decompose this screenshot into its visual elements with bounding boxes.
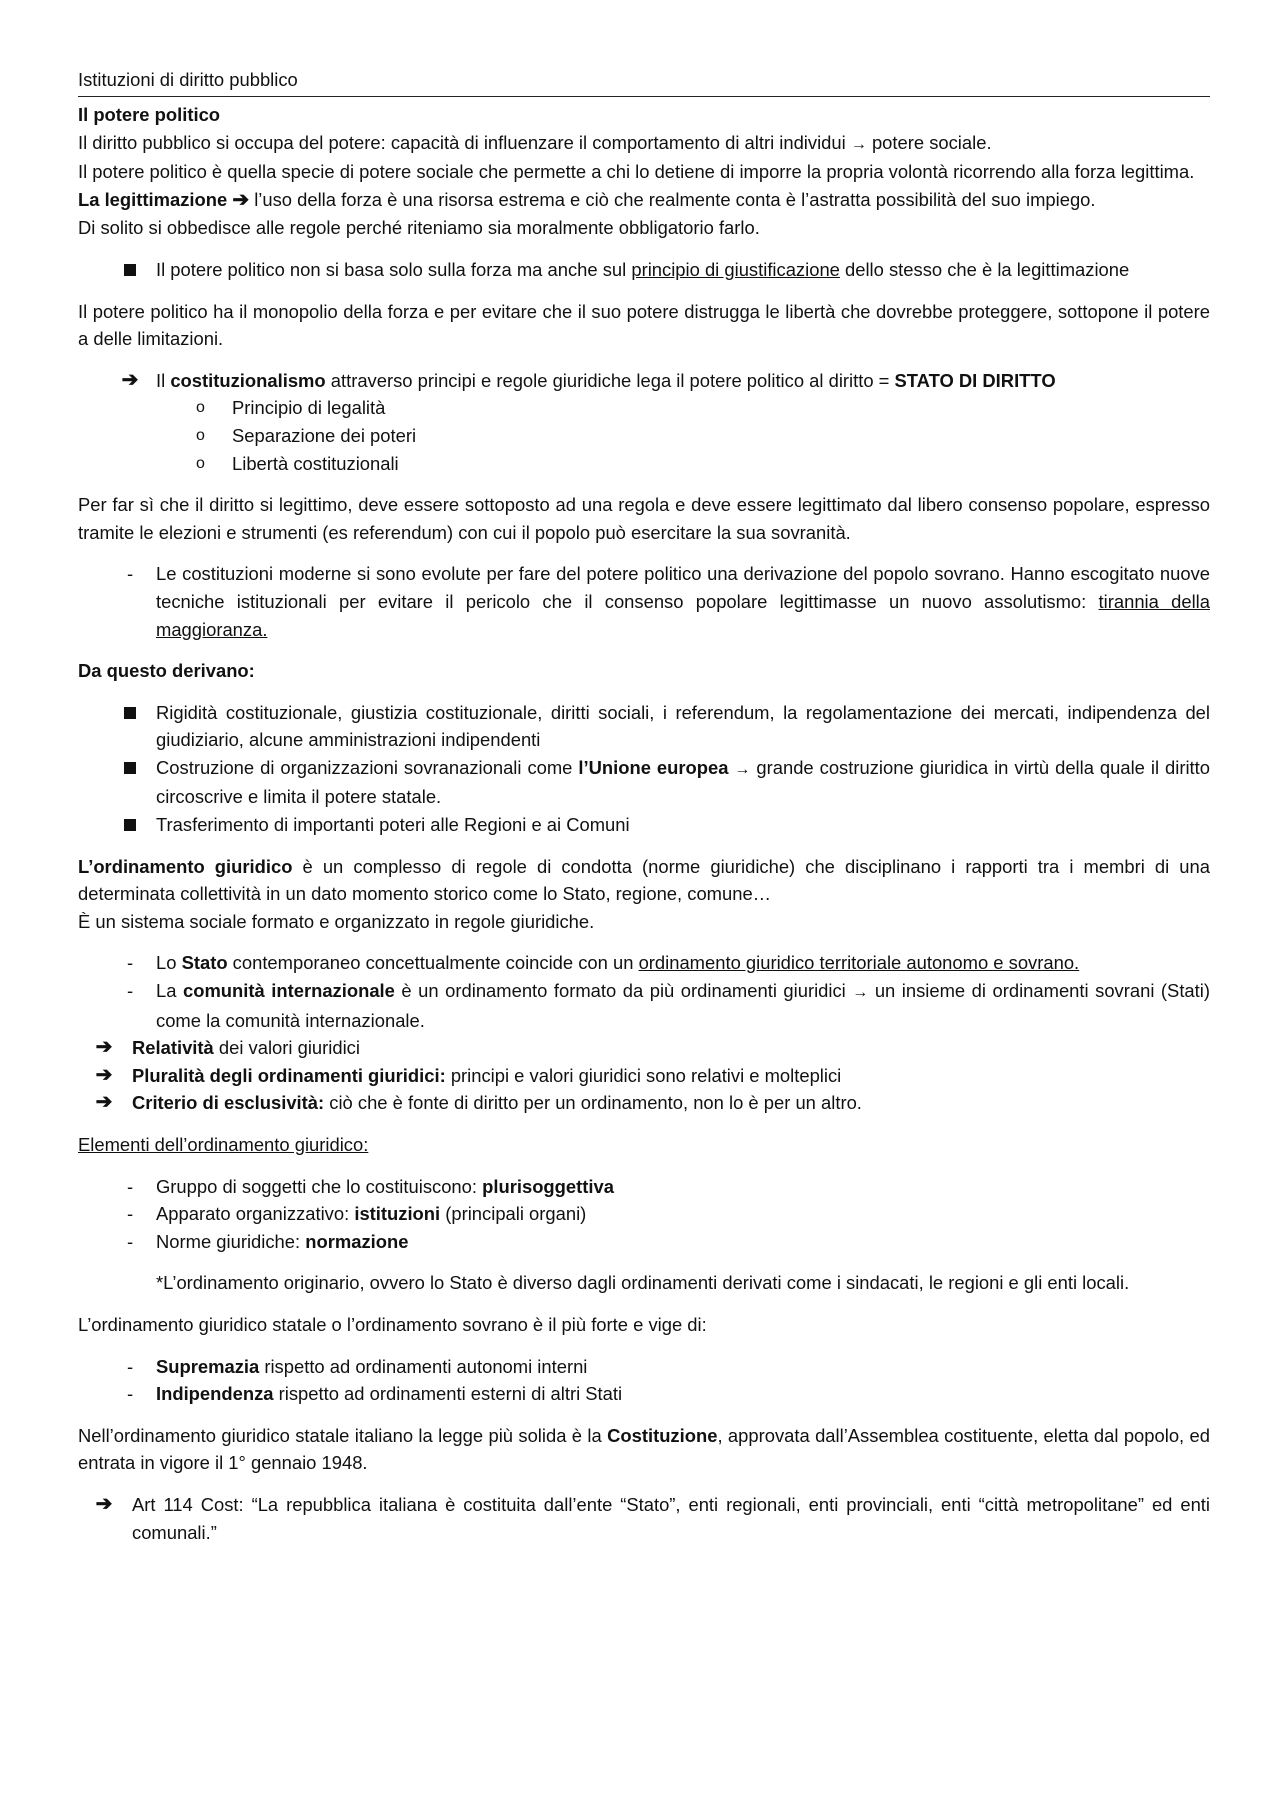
dash-bullet: - xyxy=(126,980,134,1002)
paragraph: Il potere politico ha il monopolio della forza e per evitare che il suo potere distrugga le libertà che dovrebbe proteggere, sottopone il potere a delle limitazioni. xyxy=(78,300,1210,350)
note: *L’ordinamento originario, ovvero lo Stato è diverso dagli ordinamenti derivati come i sindacati, le regioni e gli enti locali. xyxy=(156,1272,1130,1294)
square-bullet-icon xyxy=(124,264,136,276)
paragraph: Il diritto pubblico si occupa del potere: capacità di influenzare il comportamento di altri individui → potere sociale. xyxy=(78,131,992,153)
paragraph: Di solito si obbedisce alle regole perché riteniamo sia moralmente obbligatorio farlo. xyxy=(78,217,760,239)
square-bullet-icon xyxy=(124,819,136,831)
list-item: ➔ Pluralità degli ordinamenti giuridici: principi e valori giuridici sono relativi e molteplici xyxy=(78,1062,1210,1090)
square-bullet-icon xyxy=(124,762,136,774)
arrow-icon: ➔ xyxy=(95,1036,113,1059)
sub-list-item: o Libertà costituzionali xyxy=(78,450,1210,478)
list-item: - Supremazia rispetto ad ordinamenti autonomi interni xyxy=(78,1353,1210,1381)
list-item: Costruzione di organizzazioni sovranazionali come l’Unione europea → grande costruzione giuridica in virtù della quale il diritto circoscrive e limita il potere statale. xyxy=(78,754,1210,811)
sub-list-item: o Separazione dei poteri xyxy=(78,422,1210,450)
dash-bullet: - xyxy=(126,1175,134,1197)
paragraph: L’ordinamento giuridico statale o l’ordinamento sovrano è il più forte e vige di: xyxy=(78,1313,707,1335)
document-page xyxy=(78,66,1210,1546)
dash-bullet: - xyxy=(126,952,134,974)
list-item: ➔ Il costituzionalismo attraverso principi e regole giuridiche lega il potere politico al diritto = STATO DI DIRITTO xyxy=(78,367,1210,395)
header-title: Istituzioni di diritto pubblico xyxy=(78,69,298,90)
arrow-icon: ➔ xyxy=(95,1091,113,1114)
paragraph: Il potere politico è quella specie di potere sociale che permette a chi lo detiene di imporre la propria volontà ricorrendo alla forza legittima. xyxy=(78,161,1195,183)
dash-bullet: - xyxy=(126,1355,134,1377)
list-item: - Norme giuridiche: normazione xyxy=(78,1228,1210,1256)
dash-bullet: - xyxy=(126,563,134,585)
section-heading: Il potere politico xyxy=(78,104,221,125)
list-item: ➔ Art 114 Cost: “La repubblica italiana è costituita dall’ente “Stato”, enti regionali, enti provinciali, enti “città metropolitane” ed enti comunali.” xyxy=(78,1491,1210,1546)
list-item: - Le costituzioni moderne si sono evolute per fare del potere politico una derivazione del popolo sovrano. Hanno escogitato nuove tecniche istituzionali per evitare il pericolo che il consenso popolare legittimasse un nuovo assolutismo: tirannia della maggioranza. xyxy=(78,560,1210,643)
paragraph: È un sistema sociale formato e organizzato in regole giuridiche. xyxy=(78,910,595,932)
list-item: Rigidità costituzionale, giustizia costituzionale, diritti sociali, i referendum, la regolamentazione dei mercati, indipendenza del giudiziario, alcune amministrazioni indipendenti xyxy=(78,699,1210,754)
circle-bullet-icon: o xyxy=(196,454,205,472)
sub-list-item: o Principio di legalità xyxy=(78,394,1210,422)
dash-bullet: - xyxy=(126,1383,134,1405)
arrow-icon: → xyxy=(850,135,867,153)
dash-bullet: - xyxy=(126,1230,134,1252)
paragraph: L’ordinamento giuridico è un complesso di regole di condotta (norme giuridiche) che disciplinano i rapporti tra i membri di una determinata collettività in un dato momento storico come lo Stato, regione, comune… xyxy=(78,855,1210,905)
list-item: - La comunità internazionale è un ordinamento formato da più ordinamenti giuridici → un insieme di ordinamenti sovrani (Stati) come la comunità internazionale. xyxy=(78,977,1210,1034)
list-item: Il potere politico non si basa solo sulla forza ma anche sul principio di giustificazione dello stesso che è la legittimazione xyxy=(78,256,1210,284)
list-item: - Lo Stato contemporaneo concettualmente coincide con un ordinamento giuridico territoriale autonomo e sovrano. xyxy=(78,949,1210,977)
arrow-icon: → xyxy=(734,760,751,778)
dash-bullet: - xyxy=(126,1203,134,1225)
circle-bullet-icon: o xyxy=(196,426,205,444)
paragraph: Per far sì che il diritto si legittimo, deve essere sottoposto ad una regola e deve essere legittimato dal libero consenso popolare, espresso tramite le elezioni e strumenti (es referendum) con cui il popolo può esercitare la sua sovranità. xyxy=(78,494,1210,543)
running-header xyxy=(78,66,1210,97)
arrow-icon: ➔ xyxy=(232,188,250,211)
paragraph: Nell’ordinamento giuridico statale italiano la legge più solida è la Costituzione, approvata dall’Assemblea costituente, eletta dal popolo, ed entrata in vigore il 1° gennaio 1948. xyxy=(78,1424,1210,1474)
paragraph: La legittimazione ➔ l’uso della forza è una risorsa estrema e ciò che realmente conta è l’astratta possibilità del suo impiego. xyxy=(78,188,1096,211)
circle-bullet-icon: o xyxy=(196,399,205,417)
section-heading: Elementi dell’ordinamento giuridico: xyxy=(78,1134,369,1155)
list-item: - Indipendenza rispetto ad ordinamenti esterni di altri Stati xyxy=(78,1380,1210,1408)
section-heading: Da questo derivano: xyxy=(78,660,255,682)
arrow-icon: ➔ xyxy=(95,1492,113,1515)
arrow-icon: ➔ xyxy=(95,1063,113,1086)
list-item: - Apparato organizzativo: istituzioni (principali organi) xyxy=(78,1200,1210,1228)
list-item: ➔ Criterio di esclusività: ciò che è fonte di diritto per un ordinamento, non lo è per un altro. xyxy=(78,1089,1210,1117)
list-item: - Gruppo di soggetti che lo costituiscono: plurisoggettiva xyxy=(78,1173,1210,1201)
list-item: Trasferimento di importanti poteri alle Regioni e ai Comuni xyxy=(78,811,1210,839)
arrow-icon: → xyxy=(852,984,869,1002)
list-item: ➔ Relatività dei valori giuridici xyxy=(78,1034,1210,1062)
arrow-icon: ➔ xyxy=(121,368,139,391)
square-bullet-icon xyxy=(124,707,136,719)
